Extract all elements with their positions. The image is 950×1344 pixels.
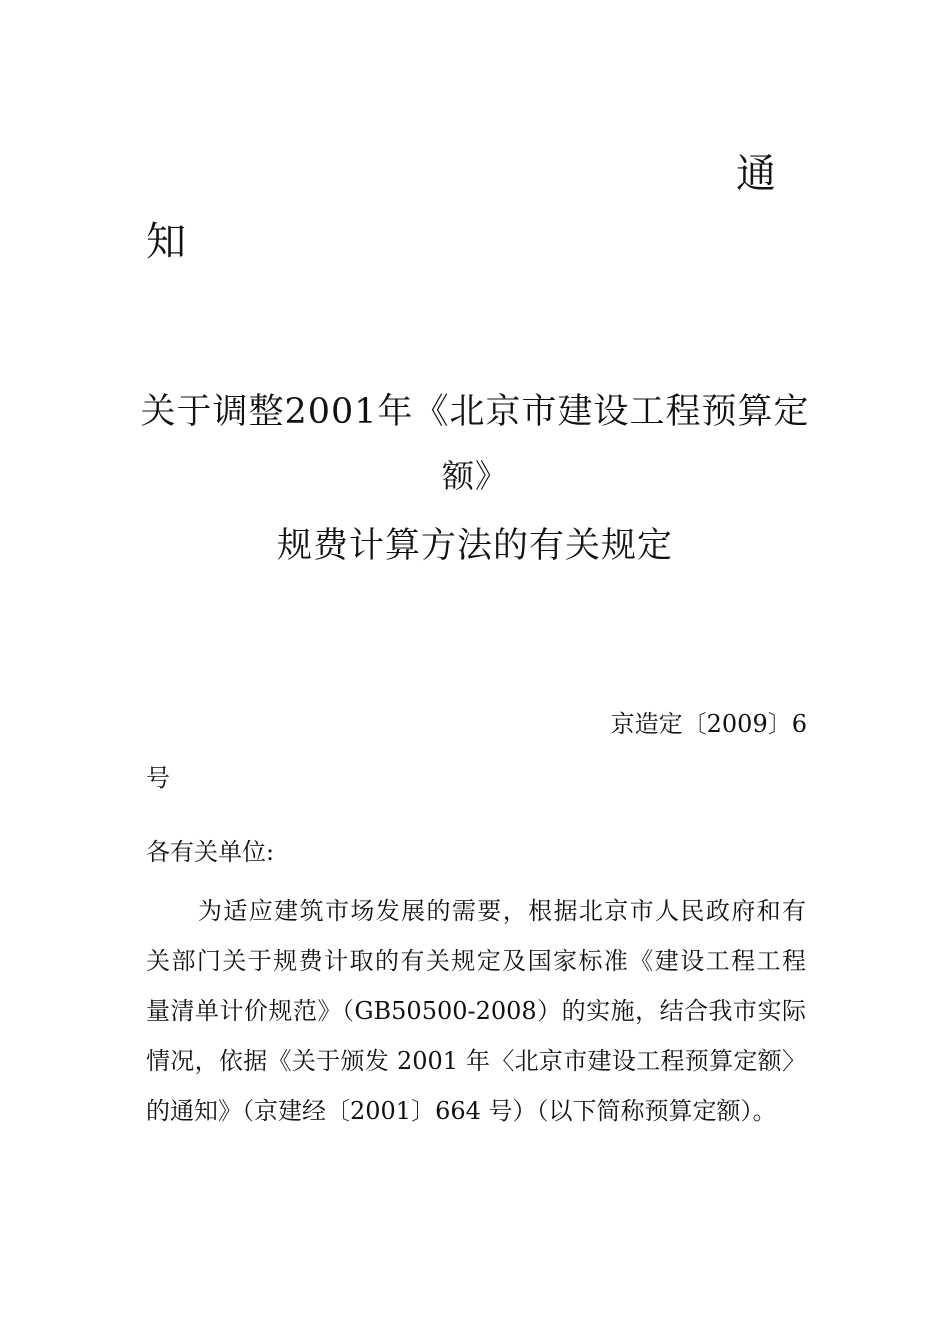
body-text-line: 关部门关于规费计取的有关规定及国家标准《建设工程工程	[146, 947, 806, 975]
addressee: 各有关单位:	[146, 838, 275, 866]
document-title-line-1: 关于调整2001年《北京市建设工程预算定	[140, 392, 810, 432]
document-title-line-2: 额》	[441, 457, 508, 495]
document-number-part-1: 京造定〔2009〕6	[610, 710, 807, 738]
notice-heading-part-1: 通	[736, 151, 776, 197]
notice-heading-part-2: 知	[146, 219, 186, 265]
body-text-line: 情况，依据《关于颁发 2001 年〈北京市建设工程预算定额〉	[146, 1047, 806, 1075]
body-text-line: 为适应建筑市场发展的需要，根据北京市人民政府和有	[198, 897, 806, 925]
document-title-line-3: 规费计算方法的有关规定	[276, 526, 673, 566]
body-text-line: 的通知》（京建经〔2001〕664 号）（以下简称预算定额）。	[146, 1097, 777, 1125]
body-text-line: 量清单计价规范》（GB50500-2008）的实施，结合我市实际	[146, 997, 806, 1025]
document-number-part-2: 号	[146, 764, 170, 792]
